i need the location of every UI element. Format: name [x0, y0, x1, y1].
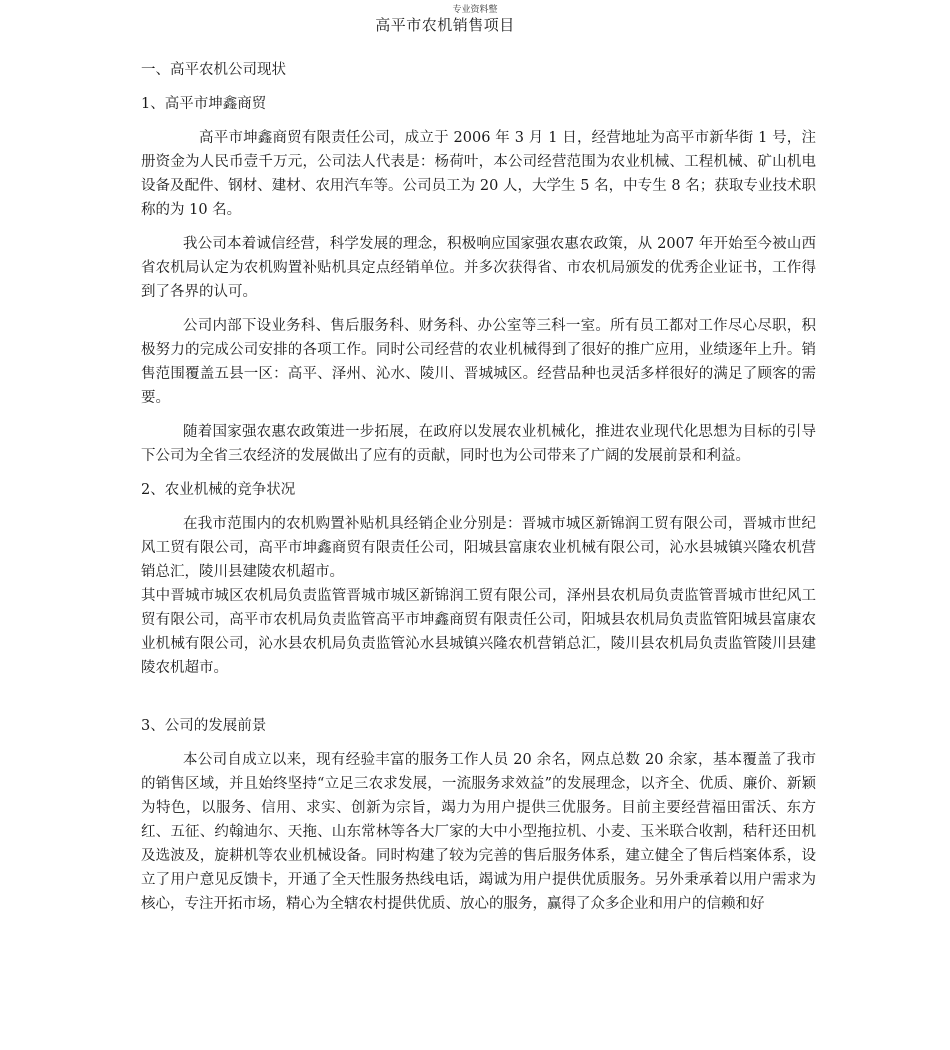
section-1-1-heading: 1、高平市坤鑫商贸	[141, 96, 267, 112]
paragraph-supervision: 其中晋城市城区农机局负责监管晋城市城区新锦润工贸有限公司，泽州县农机局负责监管晋城市世纪风工贸有限公司，高平市农机局负责监管高平市坤鑫商贸有限责任公司，阳城县农机局负责监管阳城县富康农业机械有限公司，沁水县农机局负责监管沁水县城镇兴隆农机营销总汇，陵川县农机局负责监管陵川县建陵农机超市。	[141, 588, 816, 676]
paragraph-internal-structure: 公司内部下设业务科、售后服务科、财务科、办公室等三科一室。所有员工都对工作尽心尽职，积极努力的完成公司安排的各项工作。同时公司经营的农业机械得到了很好的推广应用，业绩逐年上升。销售范围覆盖五县一区：高平、泽州、沁水、陵川、晋城城区。经营品种也灵活多样很好的满足了顾客的需要。	[141, 318, 816, 406]
paragraph-competitors: 在我市范围内的农机购置补贴机具经销企业分别是：晋城市城区新锦润工贸有限公司，晋城市世纪风工贸有限公司，高平市坤鑫商贸有限责任公司，阳城县富康农业机械有限公司，沁水县城镇兴隆农机营销总汇，陵川县建陵农机超市。	[141, 516, 816, 580]
paragraph-policy-prospects: 随着国家强农惠农政策进一步拓展，在政府以发展农业机械化，推进农业现代化思想为目标的引导下公司为全省三农经济的发展做出了应有的贡献，同时也为公司带来了广阔的发展前景和利益。	[141, 424, 816, 464]
paragraph-company-intro: 高平市坤鑫商贸有限责任公司，成立于 2006 年 3 月 1 日，经营地址为高平市新华街 1 号，注册资金为人民币壹千万元，公司法人代表是：杨荷叶，本公司经营范围为农业机械、工程机械、矿山机电设备及配件、钢材、建材、农用汽车等。公司员工为 20 人，大学生 5 名，中专生 8 名；获取专业技术职称的为 10 名。	[141, 130, 816, 218]
section-3-heading: 3、公司的发展前景	[141, 718, 267, 734]
paragraph-business-philosophy: 我公司本着诚信经营，科学发展的理念，积极响应国家强农惠农政策，从 2007 年开始至今被山西省农机局认定为农机购置补贴机具定点经销单位。并多次获得省、市农机局颁发的优秀企业证书，工作得到了各界的认可。	[141, 236, 816, 300]
section-1-heading: 一、高平农机公司现状	[141, 62, 286, 78]
header-note: 专业资料整	[452, 5, 498, 15]
document-title: 高平市农机销售项目	[375, 16, 515, 34]
section-spacer	[141, 690, 816, 714]
paragraph-development: 本公司自成立以来，现有经验丰富的服务工作人员 20 余名，网点总数 20 余家，基本覆盖了我市的销售区域，并且始终坚持“立足三农求发展，一流服务求效益”的发展理念，以齐全、优质、廉价、新颖为特色，以服务、信用、求实、创新为宗旨，竭力为用户提供三优服务。目前主要经营福田雷沃、东方红、五征、约翰迪尔、天拖、山东常林等各大厂家的大中小型拖拉机、小麦、玉米联合收割，秸秆还田机及选波及，旋耕机等农业机械设备。同时构建了较为完善的售后服务体系，建立健全了售后档案体系，设立了用户意见反馈卡，开通了全天性服务热线电话，竭诚为用户提供优质服务。另外秉承着以用户需求为核心，专注开拓市场，精心为全辖农村提供优质、放心的服务，赢得了众多企业和用户的信赖和好	[141, 752, 816, 912]
document-body	[141, 58, 816, 926]
section-2-heading: 2、农业机械的竞争状况	[141, 482, 296, 498]
